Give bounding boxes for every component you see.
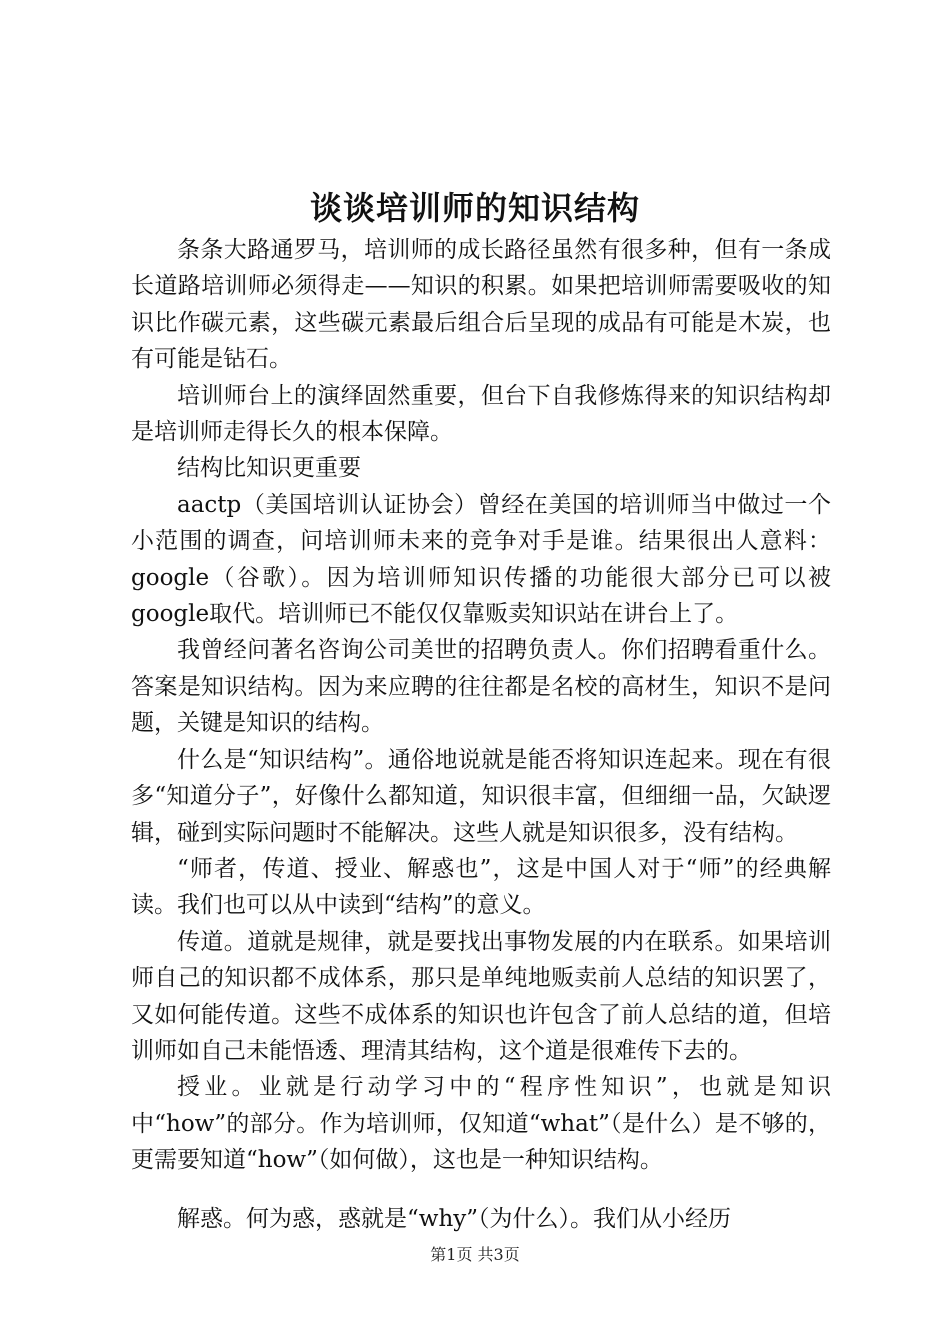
paragraph: 培训师台上的演绎固然重要，但台下自我修炼得来的知识结构却是培训师走得长久的根本保障。	[131, 382, 831, 446]
paragraph: aactp（美国培训认证协会）曾经在美国的培训师当中做过一个小范围的调查，问培训师未来的竞争对手是谁。结果很出人意料：google（谷歌）。因为培训师知识传播的功能很大部分已可以被google取代。培训师已不能仅仅靠贩卖知识站在讲台上了。	[131, 491, 831, 628]
paragraph: 我曾经问著名咨询公司美世的招聘负责人。你们招聘看重什么。答案是知识结构。因为来应聘的往往都是名校的高材生，知识不是问题，关键是知识的结构。	[131, 637, 831, 737]
paragraph: 解惑。何为惑，惑就是“why”（为什么）。我们从小经历	[177, 1205, 732, 1232]
page-footer: 第1页 共3页	[430, 1245, 520, 1264]
paragraph: “师者，传道、授业、解惑也”，这是中国人对于“师”的经典解读。我们也可以从中读到“结构”的意义。	[131, 855, 831, 919]
paragraph: 条条大路通罗马，培训师的成长路径虽然有很多种，但有一条成长道路培训师必须得走——知识的积累。如果把培训师需要吸收的知识比作碳元素，这些碳元素最后组合后呈现的成品有可能是木炭，也有可能是钻石。	[131, 237, 831, 373]
document-body	[131, 232, 831, 1237]
document-title: 谈谈培训师的知识结构	[309, 189, 640, 227]
paragraph: 授业。业就是行动学习中的“程序性知识”，也就是知识中“how”的部分。作为培训师，仅知道“what”（是什么）是不够的，更需要知道“how”（如何做），这也是一种知识结构。	[131, 1074, 831, 1174]
paragraph: 传道。道就是规律，就是要找出事物发展的内在联系。如果培训师自己的知识都不成体系，那只是单纯地贩卖前人总结的知识罢了，又如何能传道。这些不成体系的知识也许包含了前人总结的道，但培训师如自己未能悟透、理清其结构，这个道是很难传下去的。	[131, 928, 831, 1064]
section-heading: 结构比知识更重要	[177, 455, 361, 482]
paragraph: 什么是“知识结构”。通俗地说就是能否将知识连起来。现在有很多“知道分子”，好像什么都知道，知识很丰富，但细细一品，欠缺逻辑，碰到实际问题时不能解决。这些人就是知识很多，没有结构。	[131, 746, 831, 846]
